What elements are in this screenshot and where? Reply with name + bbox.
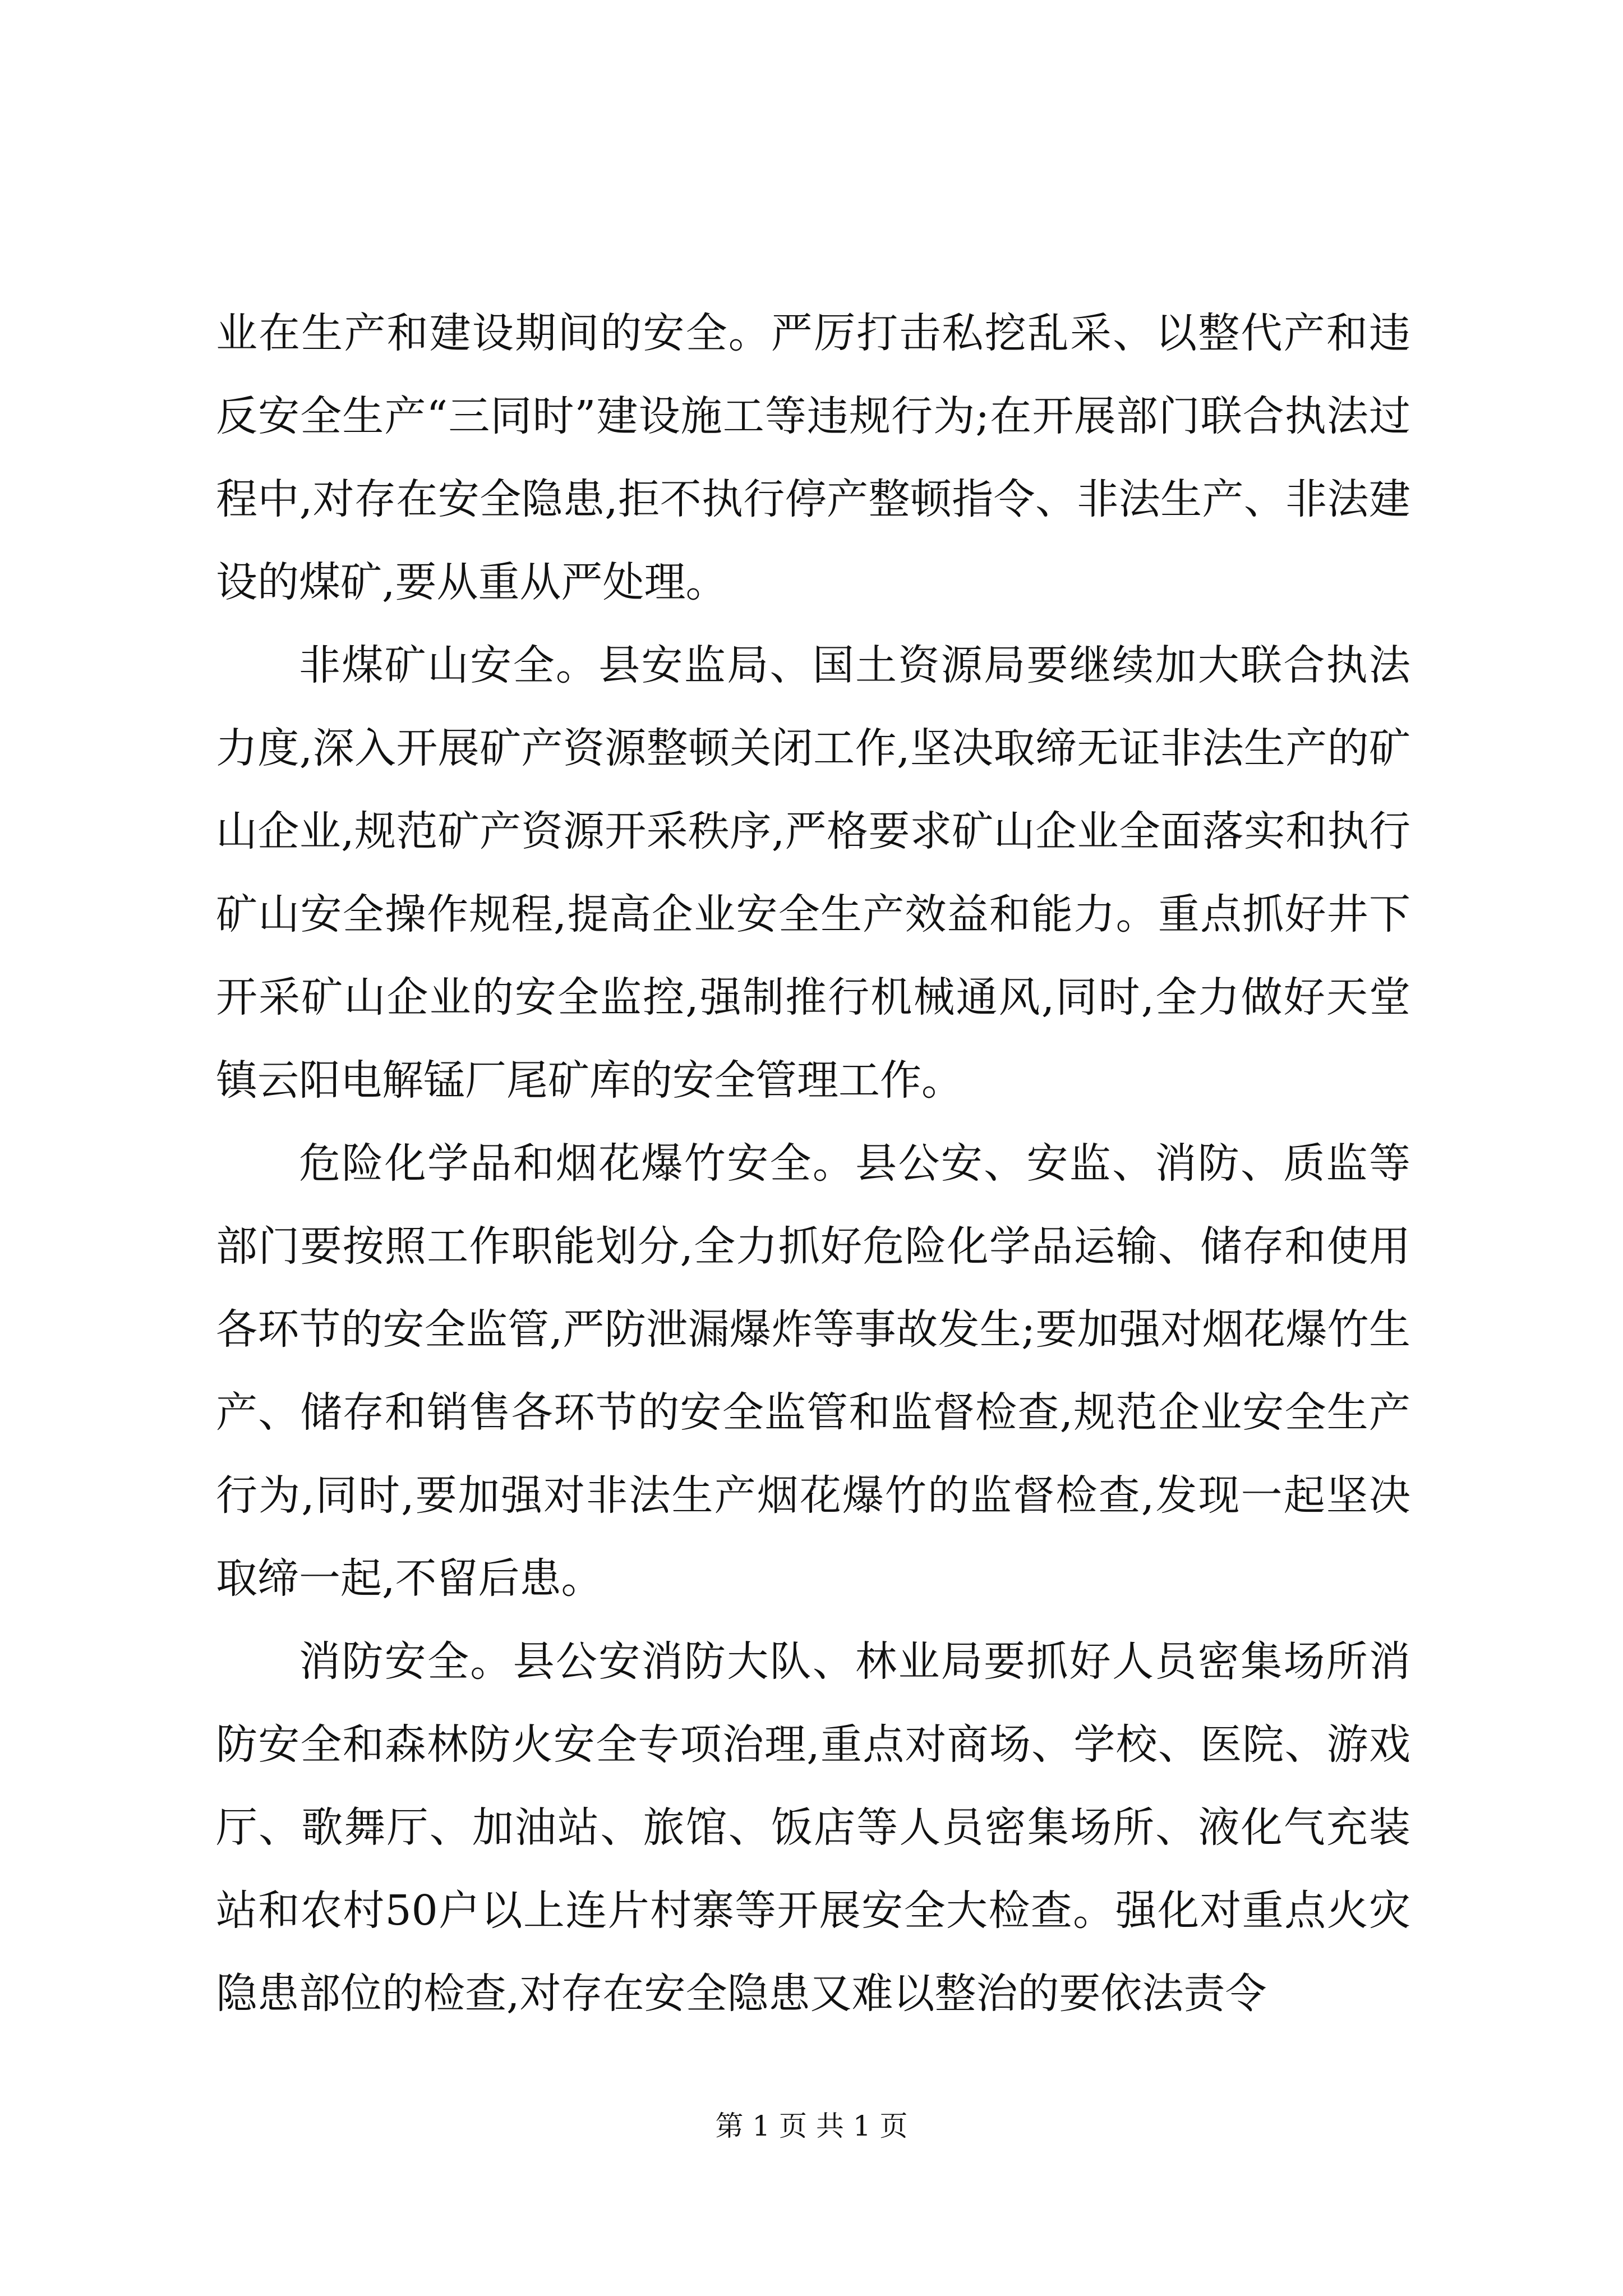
- paragraph-coal-mine-continued: 业在生产和建设期间的安全。严厉打击私挖乱采、以整代产和违反安全生产“三同时”建设施工等违规行为;在开展部门联合执法过程中,对存在安全隐患,拒不执行停产整顿指令、非法生产、非法建设的煤矿,要从重从严处理。: [216, 309, 1410, 606]
- paragraph-fire-safety: 消防安全。县公安消防大队、林业局要抓好人员密集场所消防安全和森林防火安全专项治理,重点对商场、学校、医院、游戏厅、歌舞厅、加油站、旅馆、饭店等人员密集场所、液化气充装站和农村50户以上连片村寨等开展安全大检查。强化对重点火灾隐患部位的检查,对存在安全隐患又难以整治的要依法责令: [216, 1637, 1410, 2018]
- paragraph-non-coal-mine-safety: 非煤矿山安全。县安监局、国土资源局要继续加大联合执法力度,深入开展矿产资源整顿关闭工作,坚决取缔无证非法生产的矿山企业,规范矿产资源开采秩序,严格要求矿山企业全面落实和执行矿山安全操作规程,提高企业安全生产效益和能力。重点抓好井下开采矿山企业的安全监控,强制推行机械通风,同时,全力做好天堂镇云阳电解锰厂尾矿库的安全管理工作。: [216, 641, 1410, 1105]
- document-body: [216, 292, 1410, 2035]
- paragraph-hazardous-chemicals-fireworks: 危险化学品和烟花爆竹安全。县公安、安监、消防、质监等部门要按照工作职能划分,全力抓好危险化学品运输、储存和使用各环节的安全监管,严防泄漏爆炸等事故发生;要加强对烟花爆竹生产、储存和销售各环节的安全监管和监督检查,规范企业安全生产行为,同时,要加强对非法生产烟花爆竹的监督检查,发现一起坚决取缔一起,不留后患。: [216, 1139, 1410, 1603]
- page-footer: 第 1 页 共 1 页: [715, 2110, 908, 2142]
